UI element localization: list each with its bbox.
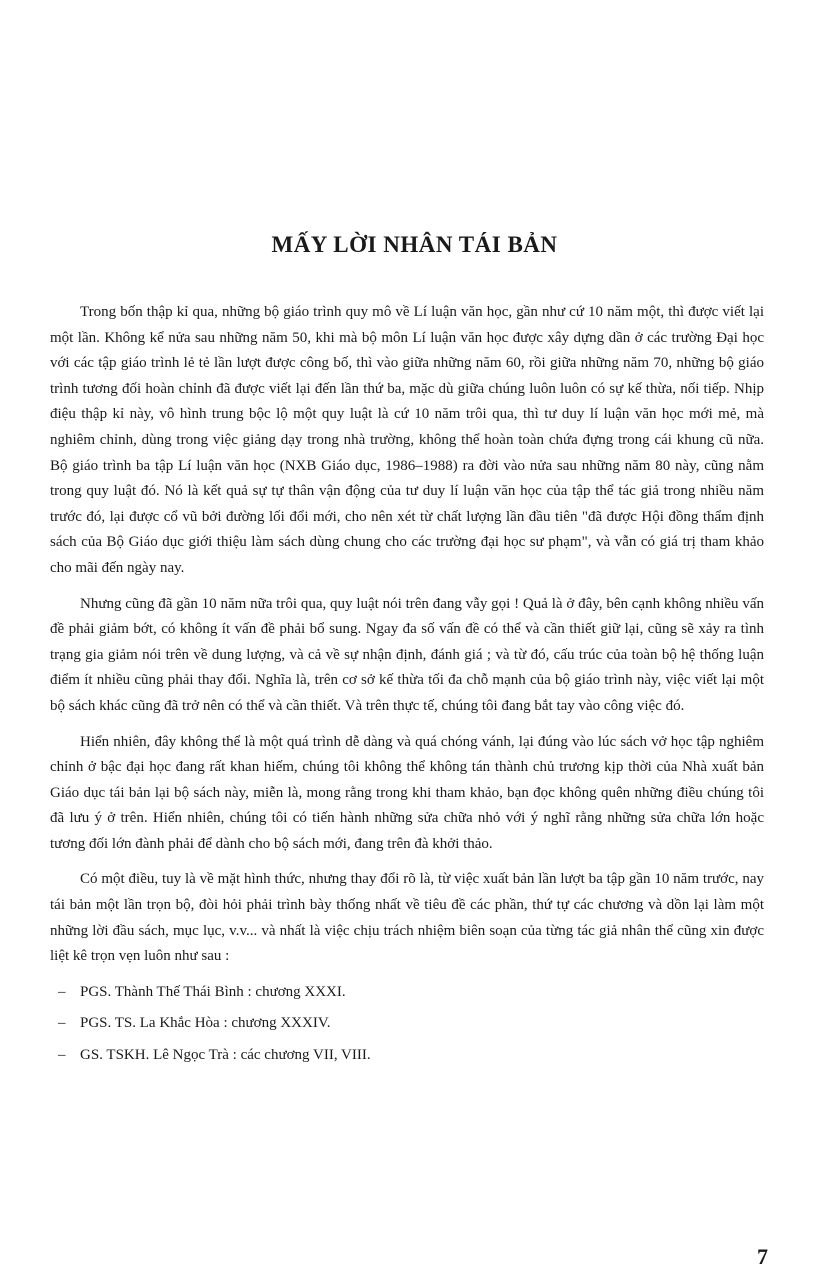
- paragraph-4: Có một điều, tuy là về mặt hình thức, nhưng thay đổi rõ là, từ việc xuất bản lần lượt ba tập gần 10 năm trước, nay tái bản một lần trọn bộ, đòi hỏi phải trình bày thống nhất về tiêu đề các phần, thứ tự các chương và dồn lại làm một những lời đầu sách, mục lục, v.v... và nhất là việc chịu trách nhiệm biên soạn của từng tác giả nhân thể cũng xin được liệt kê trọn vẹn luôn như sau :: [50, 871, 764, 965]
- author-item: – GS. TSKH. Lê Ngọc Trà : các chương VII, VIII.: [50, 1043, 764, 1069]
- author-list: [50, 980, 764, 1069]
- body-text: [50, 300, 764, 1075]
- author-item: – PGS. Thành Thế Thái Bình : chương XXXI.: [50, 980, 764, 1006]
- paragraph-3: Hiển nhiên, đây không thể là một quá trình dễ dàng và quá chóng vánh, lại đúng vào lúc sách vở học tập nghiêm chỉnh ở bậc đại học đang rất khan hiếm, chúng tôi không thể không tán thành chủ trương kịp thời của Nhà xuất bản Giáo dục tái bản lại bộ sách này, miễn là, mong rằng trong khi tham khảo, bạn đọc không quên những điều chúng tôi đã lưu ý ở trên. Hiển nhiên, chúng tôi có tiến hành những sửa chữa nhỏ với ý nghĩ rằng những sửa chữa lớn hoặc tương đối lớn đành phải để dành cho bộ sách mới, đang trên đà khởi thảo.: [50, 733, 764, 852]
- paragraph-2: Nhưng cũng đã gần 10 năm nữa trôi qua, quy luật nói trên đang vẫy gọi ! Quả là ở đây, bên cạnh không nhiều vấn đề phải giảm bớt, có không ít vấn đề phải bổ sung. Ngay đa số vấn đề có thể và cần thiết giữ lại, cũng sẽ xảy ra tình trạng gia giảm nói trên về dung lượng, và cả về sự nhận định, đánh giá ; và từ đó, cấu trúc của toàn bộ hệ thống luận điểm ít nhiều cũng phải thay đổi. Nghĩa là, trên cơ sở kế thừa tối đa chỗ mạnh của bộ giáo trình này, việc viết lại một bộ sách khác cũng đã trở nên có thể và cần thiết. Và trên thực tế, chúng tôi đang bắt tay vào công việc đó.: [50, 595, 764, 714]
- page-number: 7: [757, 1244, 768, 1269]
- author-item: – PGS. TS. La Khắc Hòa : chương XXXIV.: [50, 1011, 764, 1037]
- page-title: MẤY LỜI NHÂN TÁI BẢN: [271, 232, 558, 257]
- paragraph-1: Trong bốn thập kỉ qua, những bộ giáo trình quy mô về Lí luận văn học, gần như cứ 10 năm một, thì được viết lại một lần. Không kể nửa sau những năm 50, khi mà bộ môn Lí luận văn học được xây dựng dần ở các trường Đại học với các tập giáo trình lẻ tẻ lần lượt được công bố, thì vào giữa những năm 60, rồi giữa những năm 70, những bộ giáo trình tương đối hoàn chỉnh đã được viết lại đến lần thứ ba, mặc dù giữa chúng luôn luôn có sự kế thừa, nối tiếp. Nhịp điệu thập kỉ này, vô hình trung bộc lộ một quy luật là cứ 10 năm trôi qua, thì tư duy lí luận văn học mới mẻ, mà nghiêm chỉnh, dùng trong việc giảng dạy trong nhà trường, không thể hoàn toàn chứa đựng trong cái khung cũ nữa. Bộ giáo trình ba tập Lí luận văn học (NXB Giáo dục, 1986–1988) ra đời vào nửa sau những năm 80 này, cũng nằm trong quy luật đó. Nó là kết quả sự tự thân vận động của tư duy lí luận văn học của tập thể tác giả trong nhiều năm trước đó, lại được cổ vũ bởi đường lối đổi mới, cho nên xét từ chất lượng lần đầu tiên "đã được Hội đồng thẩm định sách của Bộ Giáo dục giới thiệu làm sách dùng chung cho các trường đại học sư phạm", và vẫn có giá trị tham khảo cho mãi đến ngày nay.: [50, 304, 764, 576]
